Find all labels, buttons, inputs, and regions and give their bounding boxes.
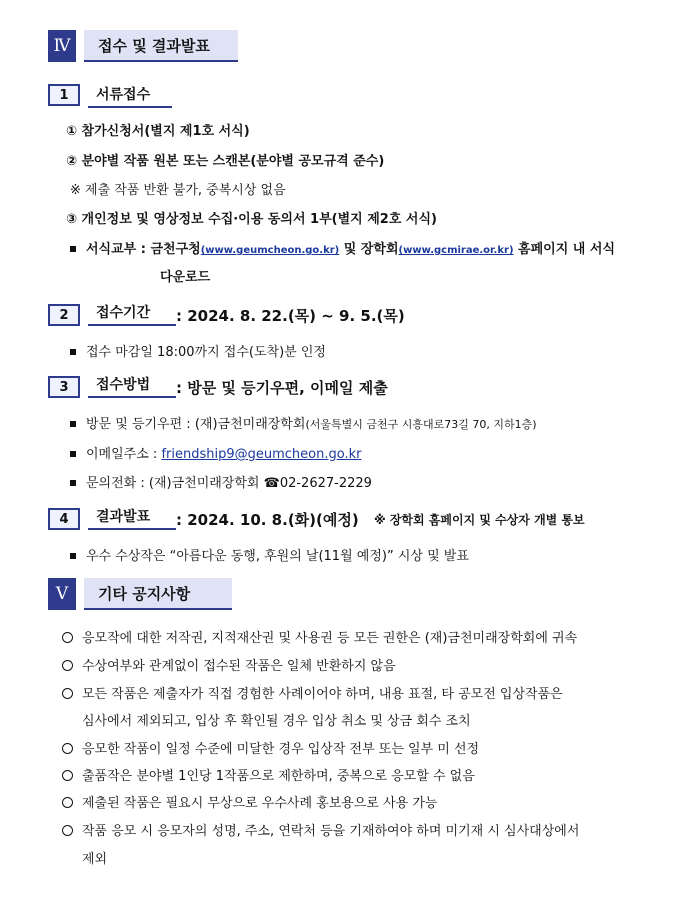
form-mid: 및 장학회 <box>339 242 399 257</box>
gov-url-link[interactable]: (www.geumcheon.go.kr) <box>200 245 340 256</box>
form-prefix: 서식교부 : 금천구청 <box>86 242 201 257</box>
result-date: : 2024. 10. 8.(화)(예정) <box>176 511 359 529</box>
notice-item <box>62 683 563 702</box>
circle-bullet-icon <box>62 825 73 836</box>
bullet-square-icon <box>70 451 76 457</box>
notice-item <box>62 655 396 674</box>
subsection-number-3: 3 <box>48 376 80 398</box>
notice-text: 응모한 작품이 일정 수준에 미달한 경우 입상작 전부 또는 일부 미 선정 <box>82 742 480 757</box>
notice-item <box>62 627 577 646</box>
notice-item <box>62 765 475 784</box>
foundation-url-link[interactable]: (www.gcmirae.or.kr) <box>398 245 514 256</box>
subsection-title-1: 서류접수 <box>88 84 172 108</box>
bullet-square-icon <box>70 480 76 486</box>
contact-text: 문의전화 : (재)금천미래장학회 <box>86 476 264 491</box>
required-doc-1: ① 참가신청서(별지 제1호 서식) <box>66 124 250 139</box>
required-doc-3: ③ 개인정보 및 영상정보 수집·이용 동의서 1부(별지 제2호 서식) <box>66 212 437 227</box>
form-suffix: 홈페이지 내 서식 <box>513 242 615 257</box>
section-title-5: 기타 공지사항 <box>84 578 232 610</box>
visit-mail-text: 방문 및 등기우편 : (재)금천미래장학회 <box>86 417 306 432</box>
subsection-title-2: 접수기간 <box>88 302 176 326</box>
deadline-note <box>70 341 326 360</box>
circle-bullet-icon <box>62 770 73 781</box>
award-note <box>70 545 469 564</box>
notice-text: 모든 작품은 제출자가 직접 경험한 사례이어야 하며, 내용 표절, 타 공모전 입상작품은 <box>82 687 563 702</box>
notice-item <box>62 820 579 839</box>
section-title-4: 접수 및 결과발표 <box>84 30 238 62</box>
note-no-return: ※ 제출 작품 반환 불가, 중복시상 없음 <box>70 183 286 198</box>
required-doc-2: ② 분야별 작품 원본 또는 스캔본(분야별 공모규격 준수) <box>66 154 385 169</box>
notice-item-cont: 제외 <box>82 852 108 867</box>
email-label: 이메일주소 : <box>86 447 162 462</box>
phone-number: ☎02-2627-2229 <box>263 476 372 491</box>
circle-bullet-icon <box>62 688 73 699</box>
circle-bullet-icon <box>62 797 73 808</box>
notice-text: 응모작에 대한 저작권, 지적재산권 및 사용권 등 모든 권한은 (재)금천미래장학회에 귀속 <box>82 631 578 646</box>
notice-text: 제출된 작품은 필요시 무상으로 우수사례 홍보용으로 사용 가능 <box>82 796 438 811</box>
subsection-number-2: 2 <box>48 304 80 326</box>
form-distribution <box>70 238 615 257</box>
form-distribution-cont: 다운로드 <box>160 270 211 285</box>
contact-info <box>70 472 372 491</box>
notice-text: 수상여부와 관계없이 접수된 작품은 일체 반환하지 않음 <box>82 659 396 674</box>
notice-item <box>62 792 437 811</box>
circle-bullet-icon <box>62 660 73 671</box>
section-number-4: Ⅳ <box>48 30 76 62</box>
subsection-title-3: 접수방법 <box>88 374 176 398</box>
bullet-square-icon <box>70 553 76 559</box>
result-notice: ※ 장학회 홈페이지 및 수상자 개별 통보 <box>374 513 585 527</box>
subsection-title-4: 결과발표 <box>88 506 176 530</box>
circle-bullet-icon <box>62 743 73 754</box>
notice-item-cont: 심사에서 제외되고, 입상 후 확인될 경우 입상 취소 및 상금 회수 조치 <box>82 714 471 729</box>
bullet-square-icon <box>70 349 76 355</box>
subsection-number-4: 4 <box>48 508 80 530</box>
email-info <box>70 443 361 462</box>
subsection-number-1: 1 <box>48 84 80 106</box>
reception-method: : 방문 및 등기우편, 이메일 제출 <box>176 379 388 397</box>
email-link[interactable]: friendship9@geumcheon.go.kr <box>161 447 362 462</box>
notice-text: 작품 응모 시 응모자의 성명, 주소, 연락처 등을 기재하여야 하며 미기재 시 심사대상에서 <box>82 824 580 839</box>
section-number-5: Ⅴ <box>48 578 76 610</box>
deadline-text: 접수 마감일 18:00까지 접수(도착)분 인정 <box>86 345 326 360</box>
bullet-square-icon <box>70 246 76 252</box>
bullet-square-icon <box>70 421 76 427</box>
circle-bullet-icon <box>62 632 73 643</box>
reception-period: : 2024. 8. 22.(목) ~ 9. 5.(목) <box>176 307 405 325</box>
visit-mail-info <box>70 413 537 432</box>
award-text: 우수 수상작은 “아름다운 동행, 후원의 날(11월 예정)” 시상 및 발표 <box>86 549 469 564</box>
notice-text: 출품작은 분야별 1인당 1작품으로 제한하며, 중복으로 응모할 수 없음 <box>82 769 475 784</box>
notice-item <box>62 738 479 757</box>
foundation-address: (서울특별시 금천구 시흥대로73길 70, 지하1층) <box>305 418 537 431</box>
